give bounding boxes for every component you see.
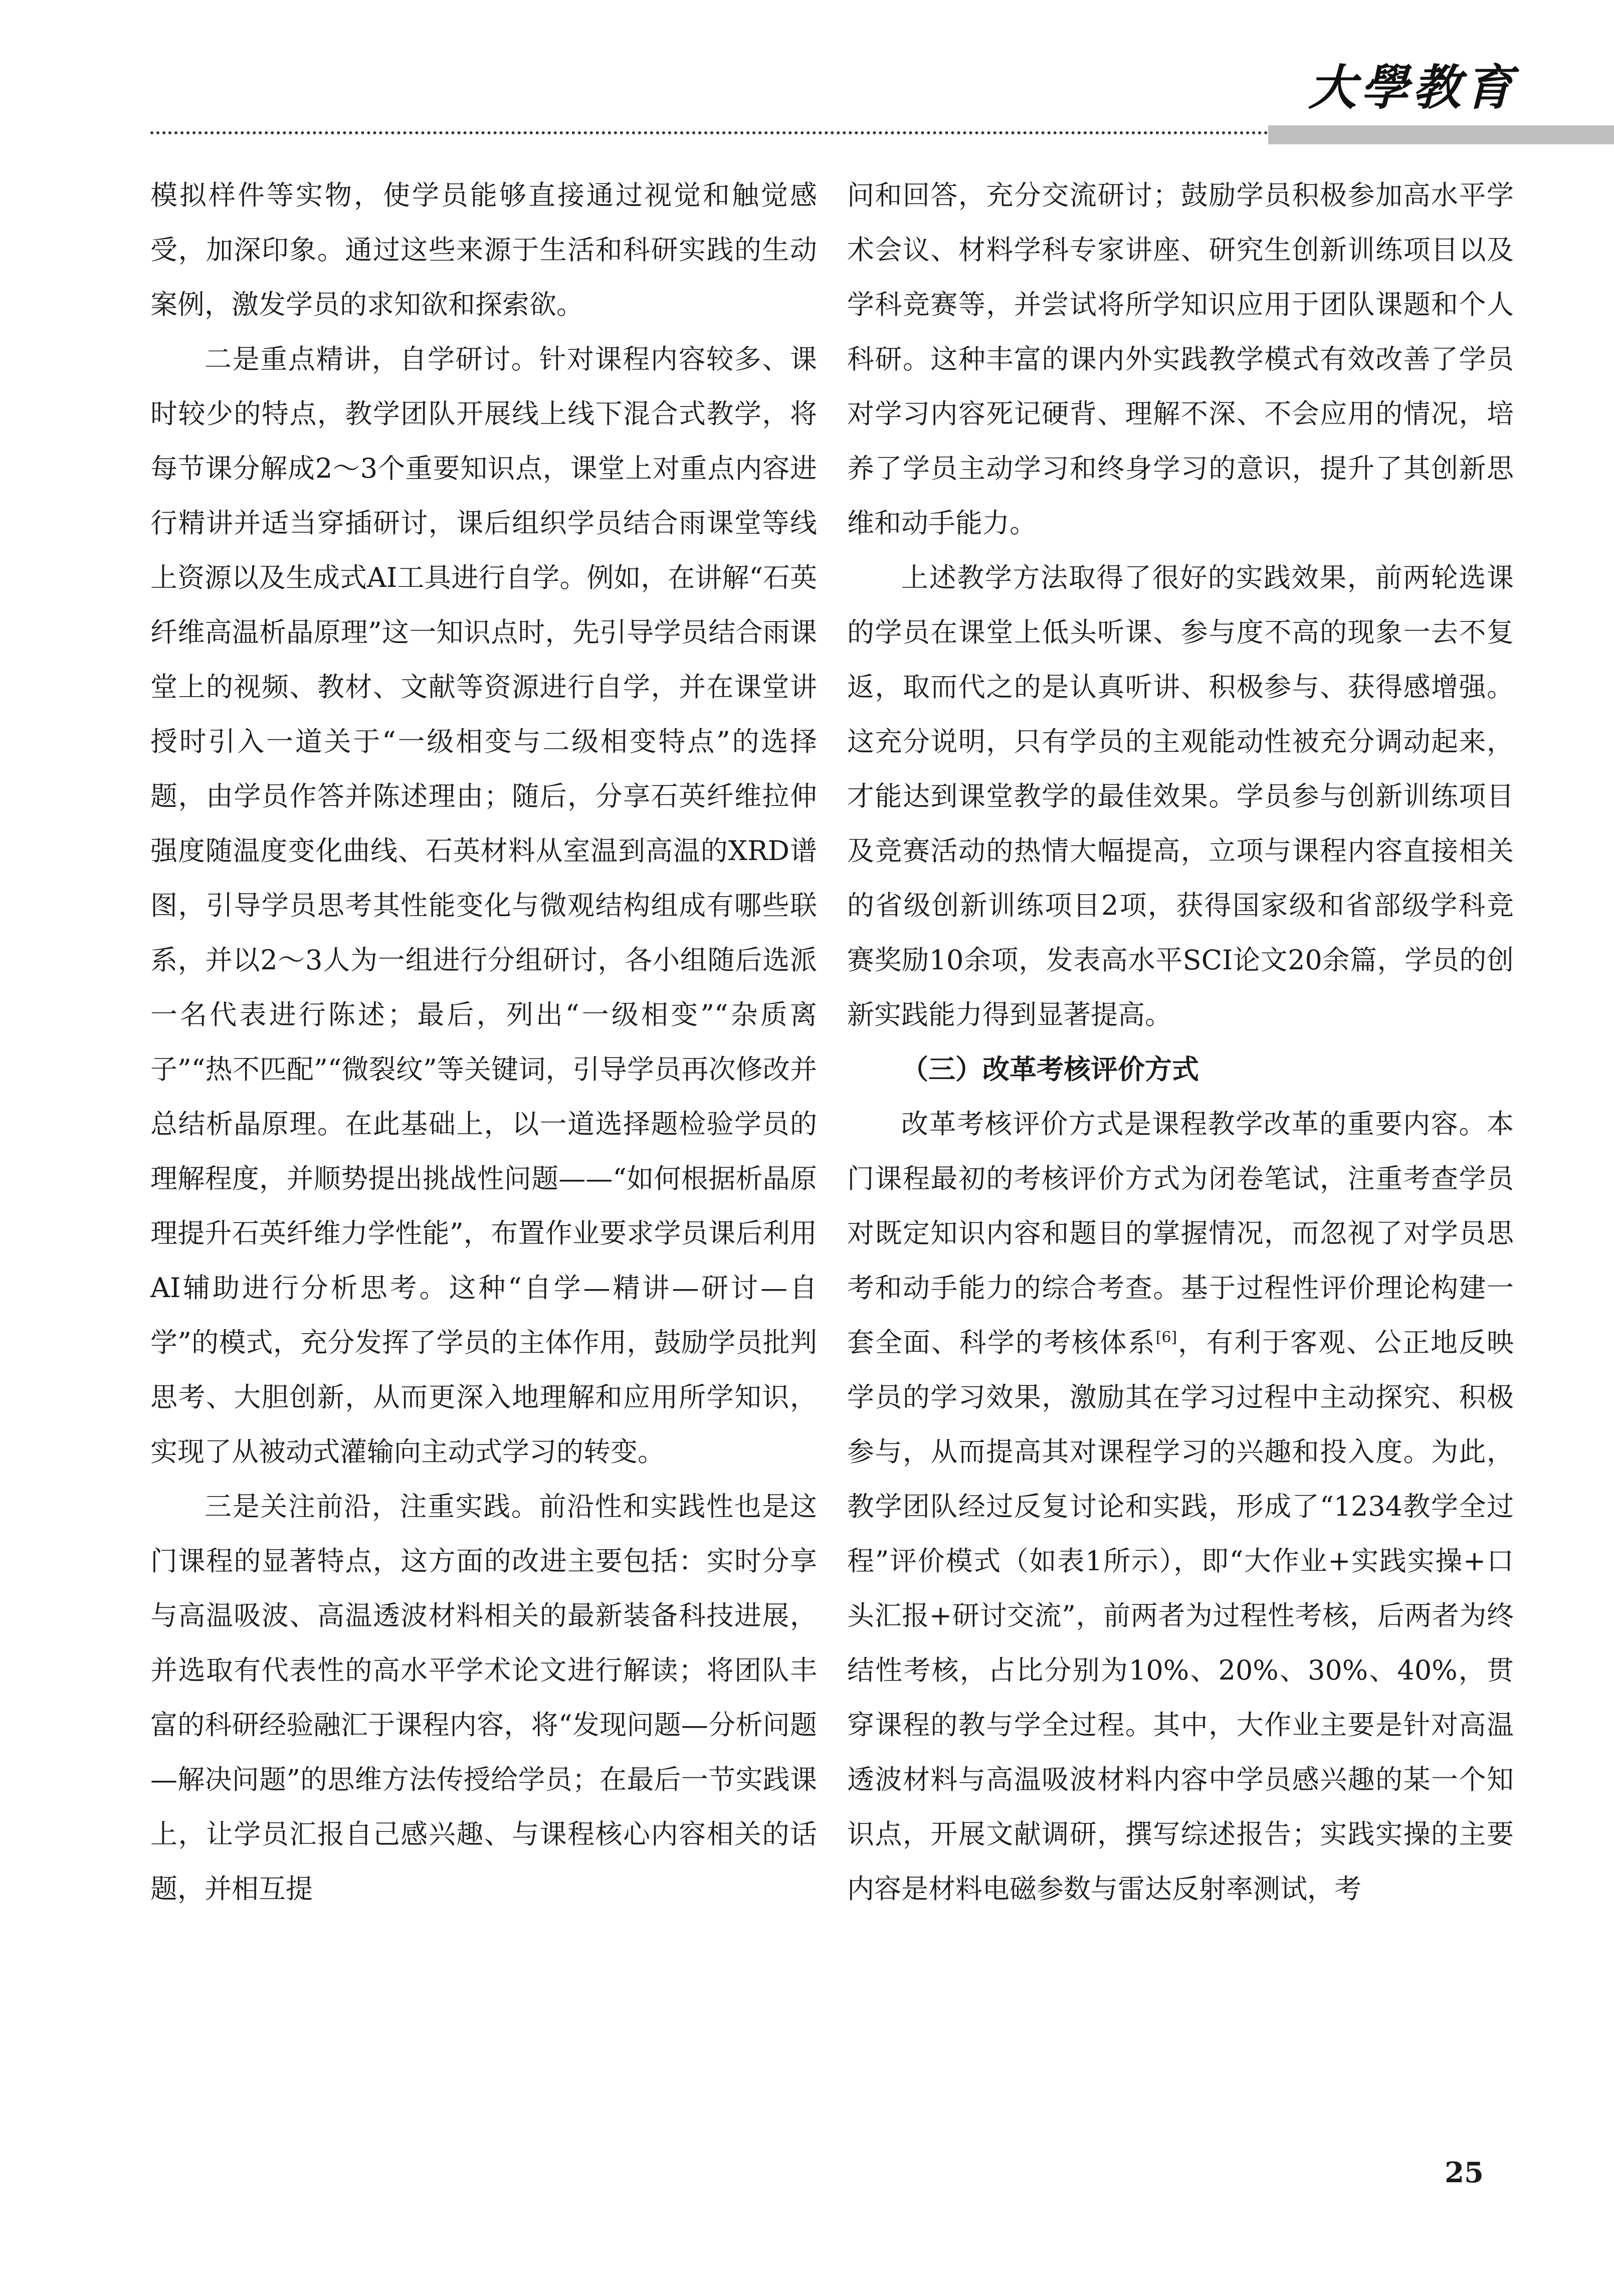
journal-logo: 大學教育: [1308, 59, 1517, 116]
paragraph-text: 改革考核评价方式是课程教学改革的重要内容。本门课程最初的考核评价方式为闭卷笔试，注重考查学员对既定知识内容和题目的掌握情况，而忽视了对学员思考和动手能力的综合考查。基于过程性评价理论构建一套全面、科学的考核体系: [847, 1108, 1514, 1358]
page-number: 25: [1445, 2156, 1484, 2189]
body-paragraph: 三是关注前沿，注重实践。前沿性和实践性也是这门课程的显著特点，这方面的改进主要包括：实时分享与高温吸波、高温透波材料相关的最新装备科技进展，并选取有代表性的高水平学术论文进行解读；将团队丰富的科研经验融汇于课程内容，将“发现问题—分析问题—解决问题”的思维方法传授给学员；在最后一节实践课上，让学员汇报自己感兴趣、与课程核心内容相关的话题，并相互提: [150, 1491, 817, 1905]
paragraph-text: ，有利于客观、公正地反映学员的学习效果，激励其在学习过程中主动探究、积极参与，从而提高其对课程学习的兴趣和投入度。为此，教学团队经过反复讨论和实践，形成了“1234教学全过程”评价模式（如表1所示），即“大作业+实践实操+口头汇报+研讨交流”，前两者为过程性考核，后两者为终结性考核，占比分别为10%、20%、30%、40%，贯穿课程的教与学全过程。其中，大作业主要是针对高温透波材料与高温吸波材料内容中学员感兴趣的某一个知识点，开展文献调研，撰写综述报告；实践实操的主要内容是材料电磁参数与雷达反射率测试，考: [847, 1327, 1514, 1905]
left-column: [150, 168, 817, 1916]
right-column: [847, 168, 1514, 1916]
body-paragraph: 问和回答，充分交流研讨；鼓励学员积极参加高水平学术会议、材料学科专家讲座、研究生创新训练项目以及学科竞赛等，并尝试将所学知识应用于团队课题和个人科研。这种丰富的课内外实践教学模式有效改善了学员对学习内容死记硬背、理解不深、不会应用的情况，培养了学员主动学习和终身学习的意识，提升了其创新思维和动手能力。: [847, 179, 1514, 539]
body-paragraph-with-citation: [847, 1097, 1514, 1916]
body-paragraph: 二是重点精讲，自学研讨。针对课程内容较多、课时较少的特点，教学团队开展线上线下混合式教学，将每节课分解成2～3个重要知识点，课堂上对重点内容进行精讲并适当穿插研讨，课后组织学员结合雨课堂等线上资源以及生成式AI工具进行自学。例如，在讲解“石英纤维高温析晶原理”这一知识点时，先引导学员结合雨课堂上的视频、教材、文献等资源进行自学，并在课堂讲授时引入一道关于“一级相变与二级相变特点”的选择题，由学员作答并陈述理由；随后，分享石英纤维拉伸强度随温度变化曲线、石英材料从室温到高温的XRD谱图，引导学员思考其性能变化与微观结构组成有哪些联系，并以2～3人为一组进行分组研讨，各小组随后选派一名代表进行陈述；最后，列出“一级相变”“杂质离子”“热不匹配”“微裂纹”等关键词，引导学员再次修改并总结析晶原理。在此基础上，以一道选择题检验学员的理解程度，并顺势提出挑战性问题——“如何根据析晶原理提升石英纤维力学性能”，布置作业要求学员课后利用AI辅助进行分析思考。这种“自学—精讲—研讨—自学”的模式，充分发挥了学员的主体作用，鼓励学员批判思考、大胆创新，从而更深入地理解和应用所学知识，实现了从被动式灌输向主动式学习的转变。: [150, 343, 817, 1468]
citation-mark[interactable]: [6]: [1155, 1329, 1177, 1346]
header-dotted-rule: [150, 131, 1268, 134]
section-heading: （三）改革考核评价方式: [901, 1053, 1199, 1085]
body-paragraph: 模拟样件等实物，使学员能够直接通过视觉和触觉感受，加深印象。通过这些来源于生活和科研实践的生动案例，激发学员的求知欲和探索欲。: [150, 179, 817, 320]
header-gray-tab: [1268, 125, 1614, 144]
body-paragraph: 上述教学方法取得了很好的实践效果，前两轮选课的学员在课堂上低头听课、参与度不高的现象一去不复返，取而代之的是认真听讲、积极参与、获得感增强。这充分说明，只有学员的主观能动性被充分调动起来，才能达到课堂教学的最佳效果。学员参与创新训练项目及竞赛活动的热情大幅提高，立项与课程内容直接相关的省级创新训练项目2项，获得国家级和省部级学科竞赛奖励10余项，发表高水平SCI论文20余篇，学员的创新实践能力得到显著提高。: [847, 562, 1514, 1030]
